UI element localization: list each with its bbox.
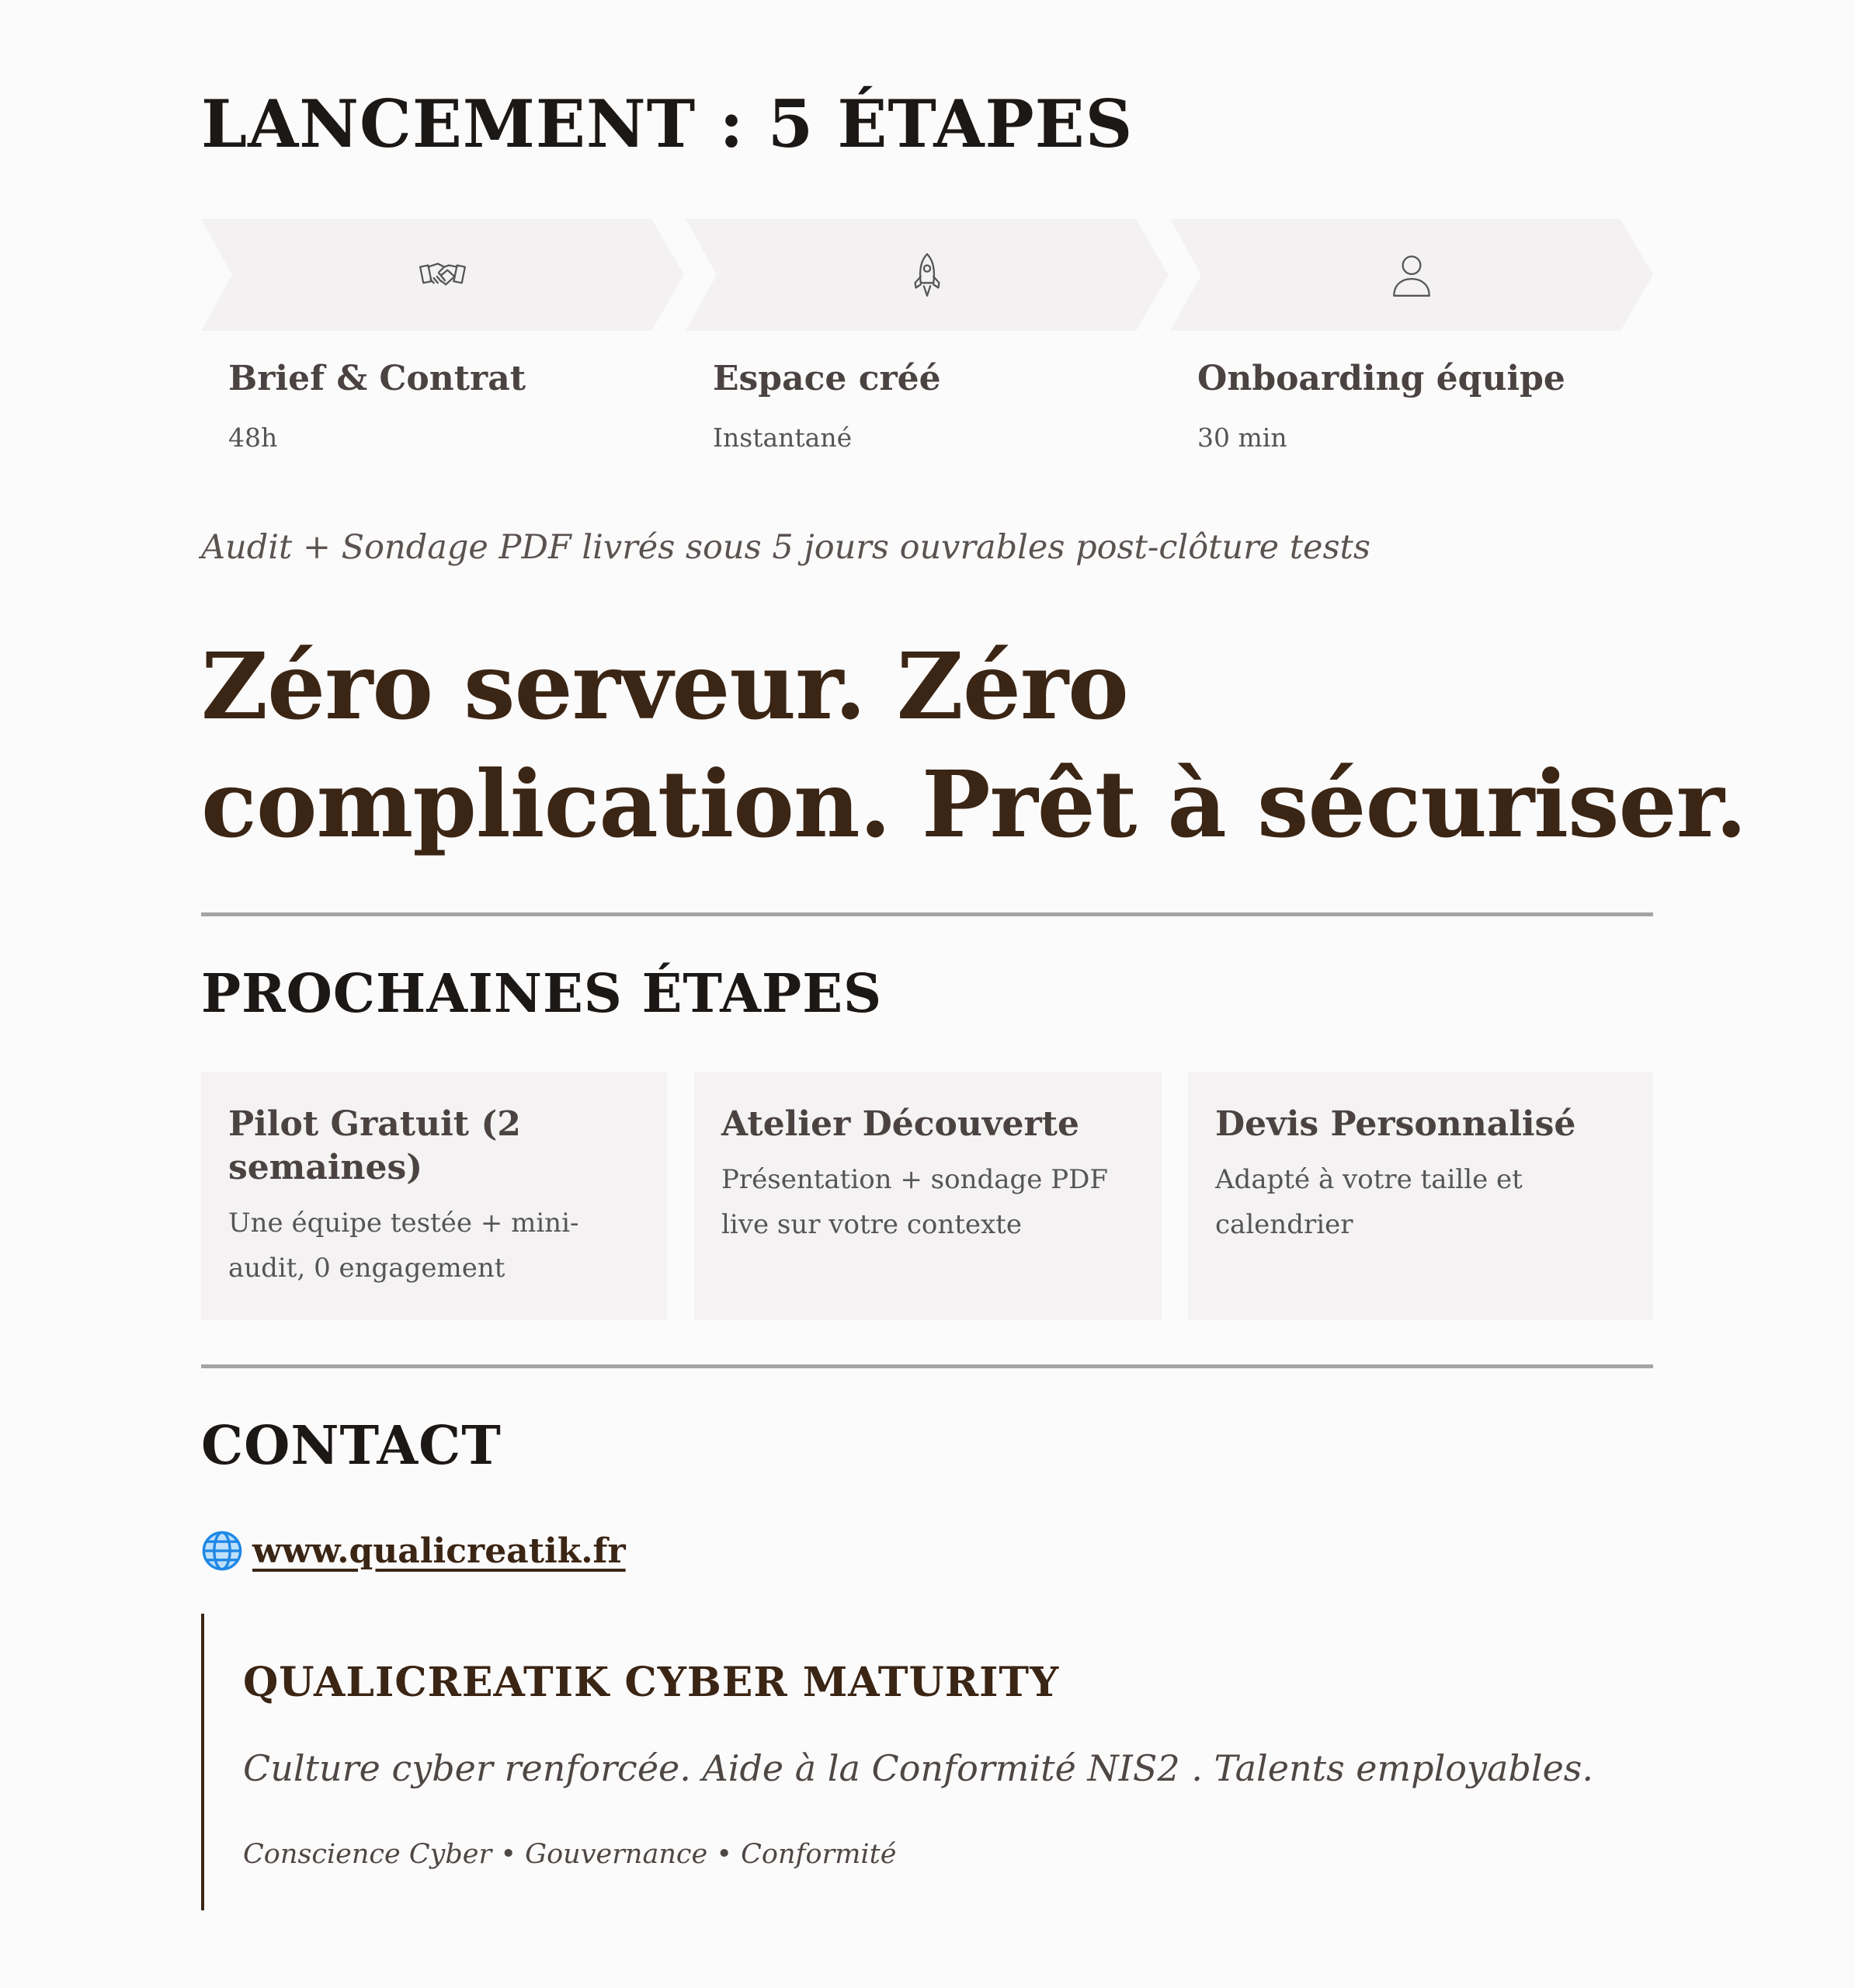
brand-title: QUALICREATIK CYBER MATURITY <box>243 1659 1060 1706</box>
step-title: Brief & Contrat <box>228 359 526 398</box>
hero-headline <box>201 627 1747 864</box>
rocket-icon <box>901 249 953 301</box>
next-steps-cards <box>201 1072 1653 1320</box>
launch-steps <box>201 219 1653 475</box>
next-steps-title: PROCHAINES ÉTAPES <box>201 963 883 1025</box>
card-title: Pilot Gratuit (2 semaines) <box>228 1104 521 1187</box>
card-description: Présentation + sondage PDF live sur votre contexte <box>721 1164 1108 1240</box>
card-description: Adapté à votre taille et calendrier <box>1215 1164 1523 1240</box>
card-description: Une équipe testée + mini-audit, 0 engagement <box>228 1208 579 1284</box>
step-duration: 48h <box>228 422 278 453</box>
card-pilot[interactable] <box>201 1072 667 1320</box>
brand-pillars: Conscience Cyber • Gouvernance • Conformité <box>243 1839 897 1870</box>
website-row <box>201 1530 626 1572</box>
globe-icon <box>201 1530 243 1572</box>
divider <box>201 1364 1653 1368</box>
hero-line-2: complication. Prêt à sécuriser. <box>201 750 1747 858</box>
website-link[interactable]: www.qualicreatik.fr <box>252 1531 626 1571</box>
card-atelier[interactable] <box>694 1072 1162 1320</box>
card-title: Atelier Découverte <box>721 1104 1079 1144</box>
user-icon <box>1386 249 1437 301</box>
card-devis[interactable] <box>1188 1072 1653 1320</box>
contact-title: CONTACT <box>201 1415 502 1477</box>
handshake-icon <box>417 249 468 301</box>
divider <box>201 912 1653 916</box>
step-title: Onboarding équipe <box>1197 359 1565 398</box>
delivery-note: Audit + Sondage PDF livrés sous 5 jours ouvrables post-clôture tests <box>201 528 1370 567</box>
card-title: Devis Personnalisé <box>1215 1104 1576 1144</box>
launch-title: LANCEMENT : 5 ÉTAPES <box>201 85 1134 162</box>
hero-line-1: Zéro serveur. Zéro <box>201 632 1128 740</box>
brand-tagline: Culture cyber renforcée. Aide à la Conformité NIS2 . Talents employables. <box>243 1747 1594 1789</box>
step-title: Espace créé <box>713 359 941 398</box>
brand-block <box>201 1614 1653 1910</box>
step-duration: Instantané <box>713 422 853 453</box>
step-duration: 30 min <box>1197 422 1287 453</box>
